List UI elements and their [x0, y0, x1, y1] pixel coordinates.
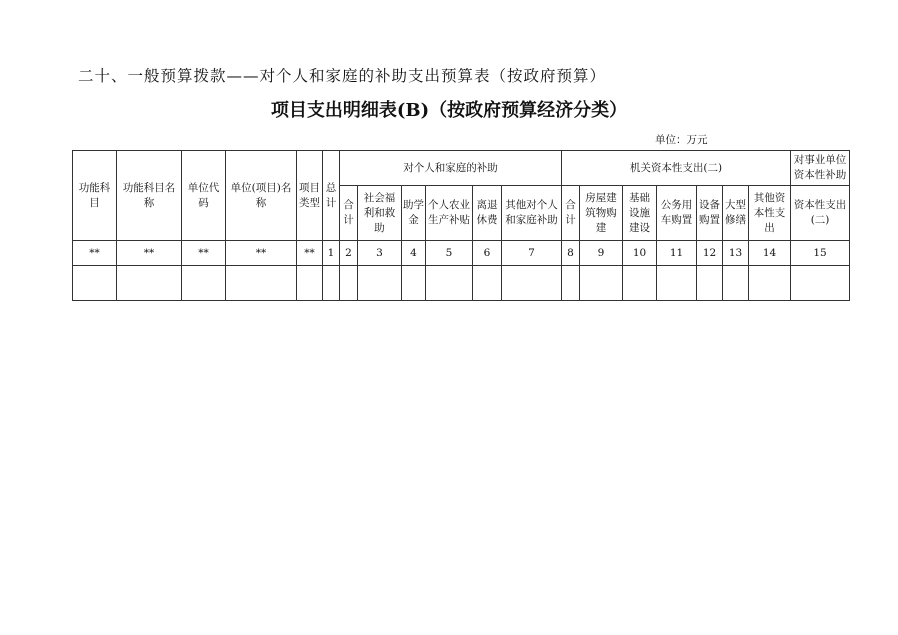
empty-cell [791, 266, 850, 301]
empty-cell [426, 266, 473, 301]
index-row [73, 241, 850, 266]
empty-cell [323, 266, 340, 301]
empty-cell [502, 266, 562, 301]
header-retirement: 离退休费 [473, 186, 502, 241]
empty-cell [340, 266, 358, 301]
header-unit-code: 单位代码 [182, 151, 226, 241]
index-cell: 4 [402, 241, 426, 266]
empty-cell [402, 266, 426, 301]
header-other-personal: 其他对个人和家庭补助 [502, 186, 562, 241]
header-infrastructure: 基础设施建设 [623, 186, 657, 241]
empty-cell [623, 266, 657, 301]
unit-label: 单位：万元 [655, 134, 708, 146]
index-cell: 2 [340, 241, 358, 266]
index-cell: 1 [323, 241, 340, 266]
index-cell: 7 [502, 241, 562, 266]
index-cell: ** [226, 241, 297, 266]
header-student-aid: 助学金 [402, 186, 426, 241]
index-cell: 11 [657, 241, 697, 266]
empty-cell [657, 266, 697, 301]
header-equipment: 设备购置 [697, 186, 723, 241]
index-cell: ** [117, 241, 182, 266]
empty-cell [297, 266, 323, 301]
index-cell: 12 [697, 241, 723, 266]
header-social-welfare: 社会福利和救助 [358, 186, 402, 241]
header-project-type: 项目类型 [297, 151, 323, 241]
document-title: 项目支出明细表(B)（按政府预算经济分类） [270, 100, 628, 121]
document-heading: 二十、一般预算拨款——对个人和家庭的补助支出预算表（按政府预算） [78, 67, 607, 85]
index-cell: 13 [723, 241, 749, 266]
empty-cell [562, 266, 580, 301]
empty-cell [182, 266, 226, 301]
header-total: 总计 [323, 151, 340, 241]
header-func-code: 功能科目 [73, 151, 117, 241]
empty-cell [473, 266, 502, 301]
header-vehicle: 公务用车购置 [657, 186, 697, 241]
header-farm-subsidy: 个人农业生产补贴 [426, 186, 473, 241]
header-repair: 大型修缮 [723, 186, 749, 241]
index-cell: 9 [580, 241, 623, 266]
budget-table [72, 150, 850, 301]
index-cell: ** [297, 241, 323, 266]
empty-cell [226, 266, 297, 301]
empty-cell [358, 266, 402, 301]
header-unit-name: 单位(项目)名称 [226, 151, 297, 241]
header-subtotal-b: 合计 [562, 186, 580, 241]
header-subtotal-a: 合计 [340, 186, 358, 241]
empty-cell [749, 266, 791, 301]
empty-cell [117, 266, 182, 301]
index-cell: 15 [791, 241, 850, 266]
index-cell: 5 [426, 241, 473, 266]
index-cell: 14 [749, 241, 791, 266]
index-cell: 8 [562, 241, 580, 266]
empty-cell [73, 266, 117, 301]
header-other-capital: 其他资本性支出 [749, 186, 791, 241]
empty-data-row [73, 266, 850, 301]
header-group-institution: 对事业单位资本性补助 [791, 151, 850, 186]
index-cell: ** [182, 241, 226, 266]
index-cell: 10 [623, 241, 657, 266]
header-group-capital: 机关资本性支出(二) [562, 151, 791, 186]
header-func-name: 功能科目名称 [117, 151, 182, 241]
index-cell: ** [73, 241, 117, 266]
empty-cell [580, 266, 623, 301]
index-cell: 6 [473, 241, 502, 266]
header-group-personal: 对个人和家庭的补助 [340, 151, 562, 186]
header-capital-ii: 资本性支出(二) [791, 186, 850, 241]
empty-cell [723, 266, 749, 301]
index-cell: 3 [358, 241, 402, 266]
header-building: 房屋建筑物购建 [580, 186, 623, 241]
empty-cell [697, 266, 723, 301]
